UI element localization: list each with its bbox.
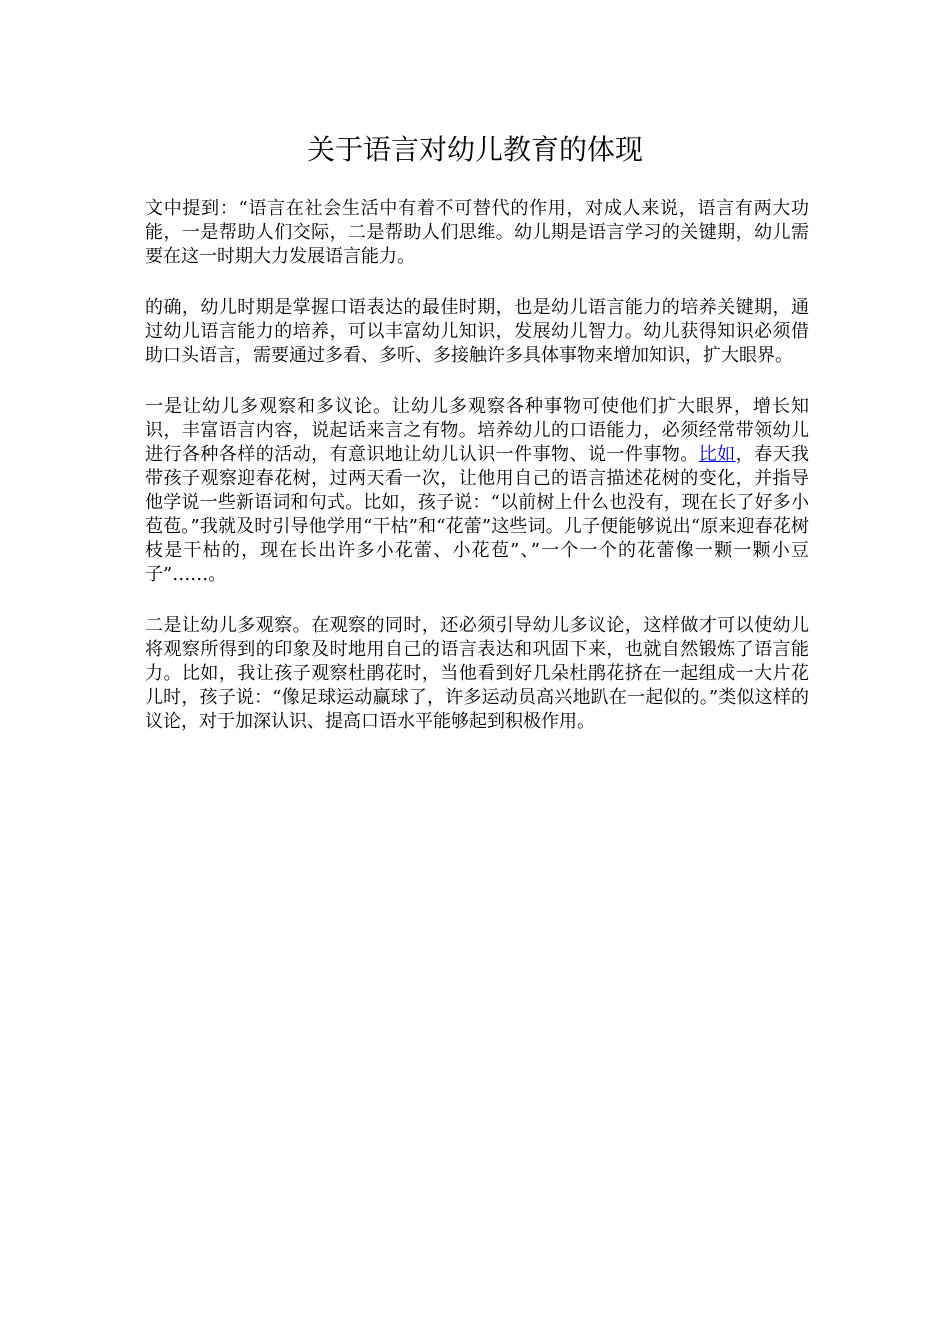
paragraph-3 [145,395,809,587]
document-body [145,197,809,761]
paragraph-3-text-before: 一是让幼儿多观察和多议论。让幼儿多观察各种事物可使他们扩大眼界，增长知识，丰富语言内容，说起话来言之有物。培养幼儿的口语能力，必须经常带领幼儿进行各种各样的活动，有意识地让幼儿认识一件事物、说一件事物。 [145,396,809,465]
paragraph-2: 的确，幼儿时期是掌握口语表达的最佳时期，也是幼儿语言能力的培养关键期，通过幼儿语言能力的培养，可以丰富幼儿知识，发展幼儿智力。幼儿获得知识必须借助口头语言，需要通过多看、多听、多接触许多具体事物来增加知识，扩大眼界。 [145,297,809,366]
paragraph-1: 文中提到：“语言在社会生活中有着不可替代的作用，对成人来说，语言有两大功能，一是帮助人们交际，二是帮助人们思维。幼儿期是语言学习的关键期，幼儿需要在这一时期大力发展语言能力。 [145,198,809,267]
paragraph-3-text-after: ，春天我带孩子观察迎春花树，过两天看一次，让他用自己的语言描述花树的变化，并指导他学说一些新语词和句式。比如，孩子说：“以前树上什么也没有，现在长了好多小苞苞。”我就及时引导他学用“干枯”和“花蕾”这些词。儿子便能够说出“原来迎春花树枝是干枯的，现在长出许多小花蕾、小花苞”、”一个一个的花蕾像一颗一颗小豆子”……。 [145,444,810,585]
document-title: 关于语言对幼儿教育的体现 [306,133,643,166]
biru-link[interactable]: 比如 [698,444,736,465]
paragraph-4: 二是让幼儿多观察。在观察的同时，还必须引导幼儿多议论，这样做才可以使幼儿将观察所得到的印象及时地用自己的语言表达和巩固下来，也就自然锻炼了语言能力。比如，我让孩子观察杜鹃花时，当他看到好几朵杜鹃花挤在一起组成一大片花儿时，孩子说：“像足球运动赢球了，许多运动员高兴地趴在一起似的。”类似这样的议论，对于加深认识、提高口语水平能够起到积极作用。 [145,615,809,732]
